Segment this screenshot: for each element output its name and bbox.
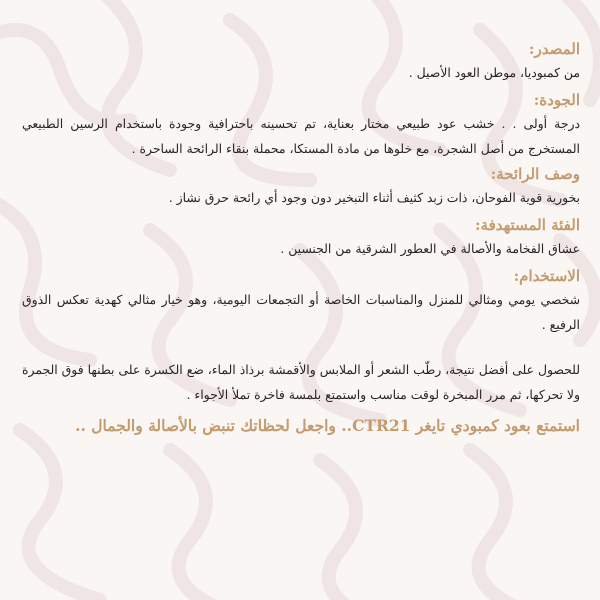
audience-text: عشاق الفخامة والأصالة في العطور الشرقية من الجنسين . <box>280 241 580 256</box>
section-quality <box>22 89 580 161</box>
scent-text: بخورية قوية الفوحان، ذات زبد كثيف أثناء التبخير دون وجود أي رائحة حرق نشاز . <box>168 190 580 205</box>
closing-tagline: استمتع بعود كمبودي تايغر CTR21.. واجعل لحظاتك تنبض بالأصالة والجمال .. <box>75 416 580 435</box>
source-heading: المصدر: <box>528 40 580 58</box>
section-usage <box>22 265 580 407</box>
source-text: من كمبوديا، موطن العود الأصيل . <box>408 65 580 80</box>
quality-heading: الجودة: <box>533 91 580 109</box>
section-source <box>22 38 580 85</box>
usage-text: شخصي يومي ومثالي للمنزل والمناسبات الخاصة أو التجمعات اليومية، وهو خيار مثالي كهدية تعكس الذوق الرفيع . <box>22 292 580 332</box>
quality-text: درجة أولى . . خشب عود طبيعي مختار بعناية، تم تحسينه باحترافية وجودة باستخدام الرسين الطبيعي المستخرج من أصل الشجرة، مع خلوها من مادة المستكا، محملة بنقاء الرائحة الساحرة . <box>22 116 580 156</box>
section-scent <box>22 163 580 210</box>
scent-heading: وصف الرائحة: <box>490 165 580 183</box>
audience-heading: الفئة المستهدفة: <box>475 216 580 234</box>
usage-instructions: للحصول على أفضل نتيجة، رطّب الشعر أو الملابس والأقمشة برذاذ الماء، ضع الكسرة على بطنها فوق الجمرة ولا تحركها، ثم مرر المبخرة لوقت مناسب واستمتع بلمسة فاخرة تملأ الأجواء . <box>22 362 580 402</box>
section-audience <box>22 214 580 261</box>
usage-heading: الاستخدام: <box>513 267 580 285</box>
